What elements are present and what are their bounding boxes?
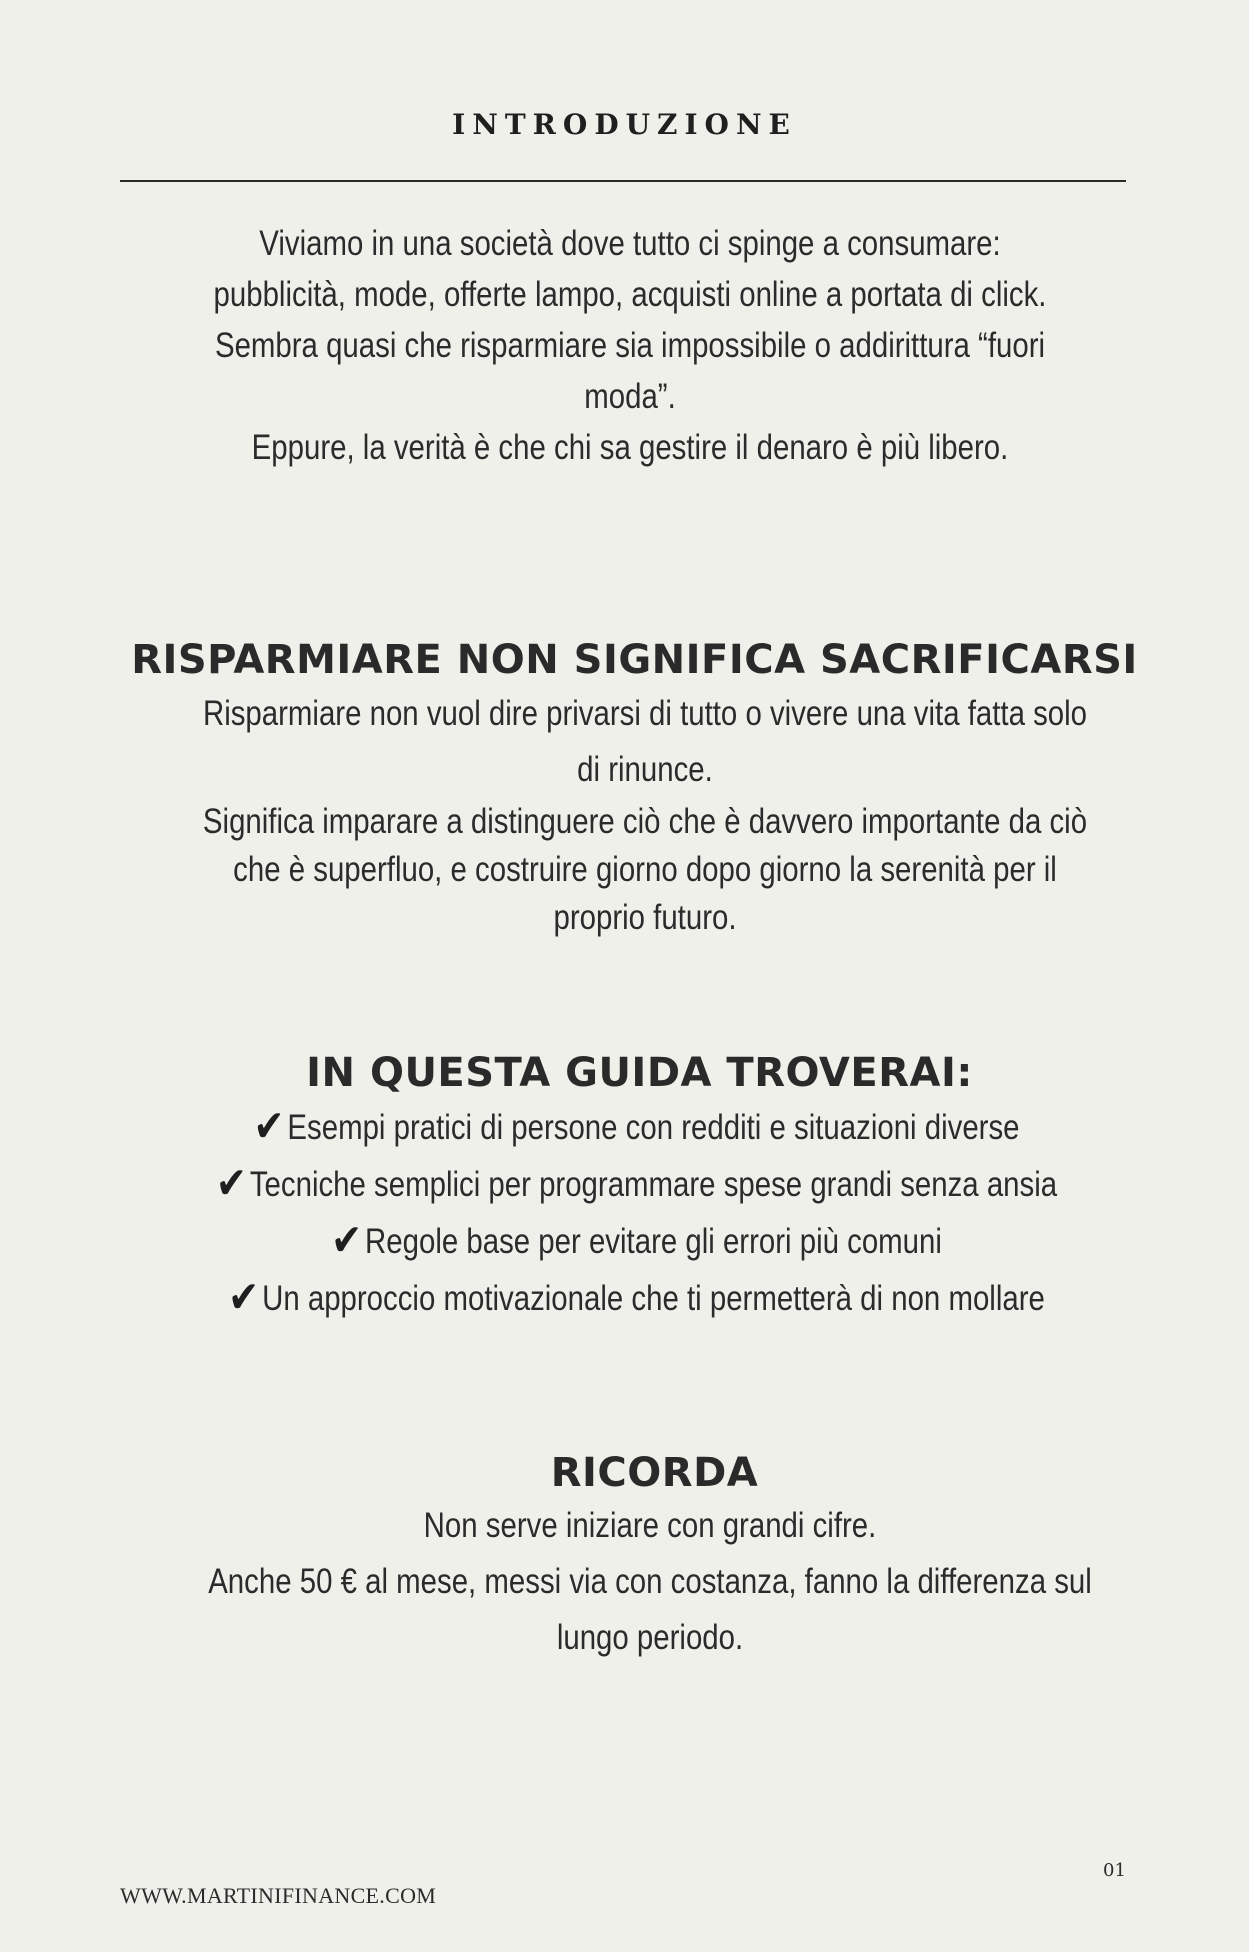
list-item	[156, 1098, 1114, 1155]
list-item-text: Regole base per evitare gli errori più comuni	[365, 1222, 942, 1261]
checkmark-icon: ✔	[331, 1215, 363, 1266]
remember-paragraph	[171, 1498, 1129, 1666]
remember-line: Non serve iniziare con grandi cifre.	[423, 1506, 877, 1545]
page-title: INTRODUZIONE	[452, 108, 797, 141]
intro-paragraph	[151, 218, 1109, 473]
remember-line: lungo periodo.	[556, 1618, 744, 1657]
intro-line: Viviamo in una società dove tutto ci spinge a consumare:	[259, 224, 1001, 263]
checkmark-icon: ✔	[253, 1101, 285, 1152]
saving-line: che è superfluo, e costruire giorno dopo giorno la serenità per il	[233, 850, 1057, 889]
guide-heading: IN QUESTA GUIDA TROVERAI:	[306, 1050, 973, 1096]
guide-list	[156, 1098, 1114, 1326]
list-item-text: Esempi pratici di persone con redditi e situazioni diverse	[287, 1108, 1020, 1147]
list-item	[156, 1212, 1114, 1269]
list-item-text: Un approccio motivazionale che ti permetterà di non mollare	[262, 1279, 1045, 1318]
list-item-text: Tecniche semplici per programmare spese grandi senza ansia	[249, 1165, 1058, 1204]
intro-line: moda”.	[584, 377, 676, 416]
saving-heading: RISPARMIARE NON SIGNIFICA SACRIFICARSI	[131, 637, 1138, 683]
header-divider	[120, 180, 1126, 182]
checkmark-icon: ✔	[215, 1158, 247, 1209]
list-item	[156, 1155, 1114, 1212]
list-item	[156, 1269, 1114, 1326]
intro-line: Eppure, la verità è che chi sa gestire il denaro è più libero.	[251, 428, 1009, 467]
saving-paragraph	[166, 686, 1124, 942]
saving-line: di rinunce.	[577, 750, 713, 789]
intro-line: pubblicità, mode, offerte lampo, acquisti online a portata di click.	[213, 275, 1047, 314]
page-number: 01	[1103, 1860, 1126, 1881]
saving-line: Risparmiare non vuol dire privarsi di tutto o vivere una vita fatta solo	[202, 694, 1088, 733]
saving-line: Significa imparare a distinguere ciò che è davvero importante da ciò	[202, 802, 1088, 841]
remember-line: Anche 50 € al mese, messi via con costanza, fanno la differenza sul	[208, 1562, 1092, 1601]
intro-line: Sembra quasi che risparmiare sia impossibile o addirittura “fuori	[214, 326, 1046, 365]
checkmark-icon: ✔	[228, 1272, 260, 1323]
saving-line: proprio futuro.	[553, 898, 737, 937]
remember-heading: RICORDA	[550, 1450, 759, 1496]
footer-website: WWW.MARTINIFINANCE.COM	[120, 1883, 437, 1908]
